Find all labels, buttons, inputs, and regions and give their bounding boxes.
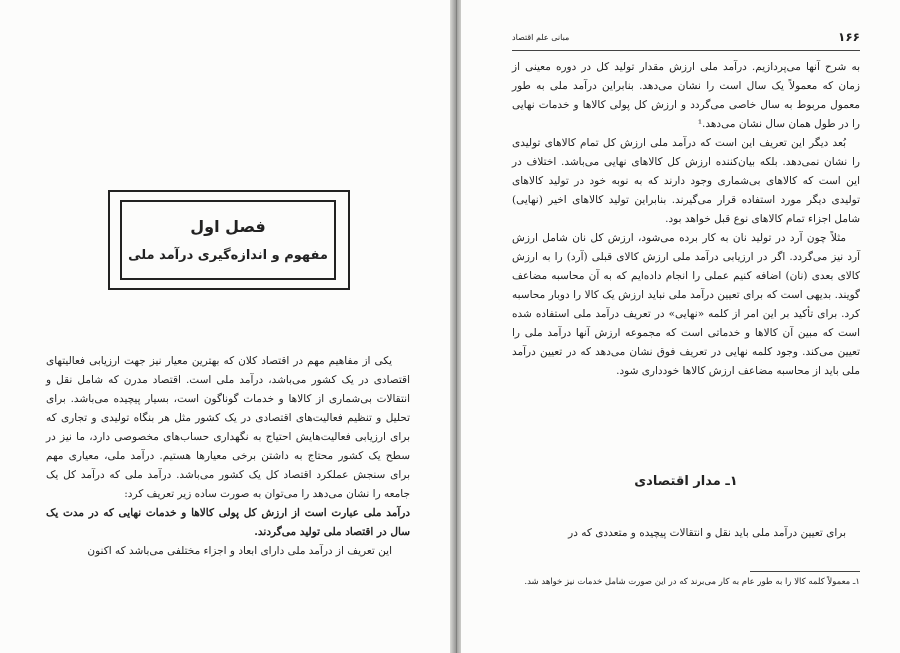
national-income-definition: درآمد ملی عبارت است از ارزش کل پولی کالاها و خدمات نهایی که در مدت یک سال در اقتصاد ملی تولید می‌گردند. xyxy=(46,507,410,538)
section-paragraph: برای تعیین درآمد ملی باید نقل و انتقالات پیچیده و متعددی که در xyxy=(568,527,846,539)
left-body-text xyxy=(46,352,410,561)
chapter-box-frame xyxy=(120,200,336,280)
paragraph: بُعد دیگر این تعریف این است که درآمد ملی ارزش کل تمام کالاهای تولیدی را نشان نمی‌دهد. بلکه بیان‌کننده ارزش کل کالاهای نهایی می‌باشد. اختلاف در این است که کالاهای بی‌شماری وجود دارند که به نوبه خود در تولید کالاهای تولیدی دیگر مورد استفاده قرار می‌گیرند. بنابراین تولید کالاهای اخیر (نهایی) شامل اجزاء تمام کالاهای نوع قبل خواهد بود. xyxy=(512,137,860,225)
page-number: ۱۶۶ xyxy=(838,30,860,44)
paragraph: مثلاً چون آرد در تولید نان به کار برده می‌شود، ارزش کل نان شامل ارزش آرد نیز می‌گردد. اگر در ارزیابی درآمد ملی ارزش کالای قبلی (آرد) را به ارزش کالای بعدی (نان) اضافه کنیم عملی را انجام داده‌ایم که به آن محاسبه مضاعف گویند. بدیهی است که برای تعیین درآمد ملی نباید ارزش یک کالا را دوبار محاسبه کرد. برای تأکید بر این امر از کلمه «نهایی» در تعریف درآمد ملی استفاده شده است که مبین آن کالاها و خدماتی است که مجموعه ارزش آنها درآمد ملی را تعیین می‌کند. وجود کلمه نهایی در تعریف فوق نشان می‌دهد که در تعیین درآمد ملی باید از محاسبه مضاعف ارزش کالاها خودداری شود. xyxy=(512,232,860,377)
paragraph: به شرح آنها می‌پردازیم. درآمد ملی ارزش مقدار تولید کل در دوره معینی از زمان که معمولاً یک سال است را نشان می‌دهد. بنابراین درآمد ملی به طور معمول مربوط به سال خاصی می‌گردد و ارزش کل پولی کالاها و خدمات نهایی را در طول همان سال نشان می‌دهد.¹ xyxy=(512,61,860,130)
right-body-text xyxy=(512,58,860,381)
closing-line: این تعریف از درآمد ملی دارای ابعاد و اجزاء مختلفی می‌باشد که اکنون xyxy=(87,545,392,557)
section-heading: ۱ـ مدار اقتصادی xyxy=(634,474,738,489)
running-header xyxy=(512,30,860,51)
footnote-rule xyxy=(750,571,860,572)
chapter-heading-box xyxy=(108,190,346,286)
intro-paragraph: یکی از مفاهیم مهم در اقتصاد کلان که بهترین معیار نیز جهت ارزیابی فعالیتهای اقتصادی در یک کشور می‌باشد، درآمد ملی است. اقتصاد مدرن که شامل نقل و انتقالات بی‌شماری از کالاها و خدمات گوناگون است، بسیار پیچیده می‌باشد. برای تحلیل و تنظیم فعالیت‌های اقتصادی در یک کشور مثل هر بنگاه تولیدی و تجاری که برای ارزیابی فعالیت‌هایش احتیاج به نگهداری حساب‌های مخصوصی دارد، ما نیز در سطح یک کشور محتاج به داشتن برخی معیارها هستیم. درآمد ملی، معیاری مهم برای سنجش عملکرد اقتصاد کل یک کشور می‌باشد. درآمد ملی که درآمد کل یک جامعه را نشان می‌دهد را می‌توان به صورت ساده زیر تعریف کرد: xyxy=(46,355,410,500)
chapter-title: مفهوم و اندازه‌گیری درآمد ملی xyxy=(128,248,328,263)
footnote: ۱ـ معمولاً کلمه کالا را به طور عام به کار می‌برند که در این صورت شامل خدمات نیز خواهد شد. xyxy=(524,577,860,587)
chapter-number: فصل اول xyxy=(190,217,266,236)
running-head-title: مبانی علم اقتصاد xyxy=(512,33,570,42)
